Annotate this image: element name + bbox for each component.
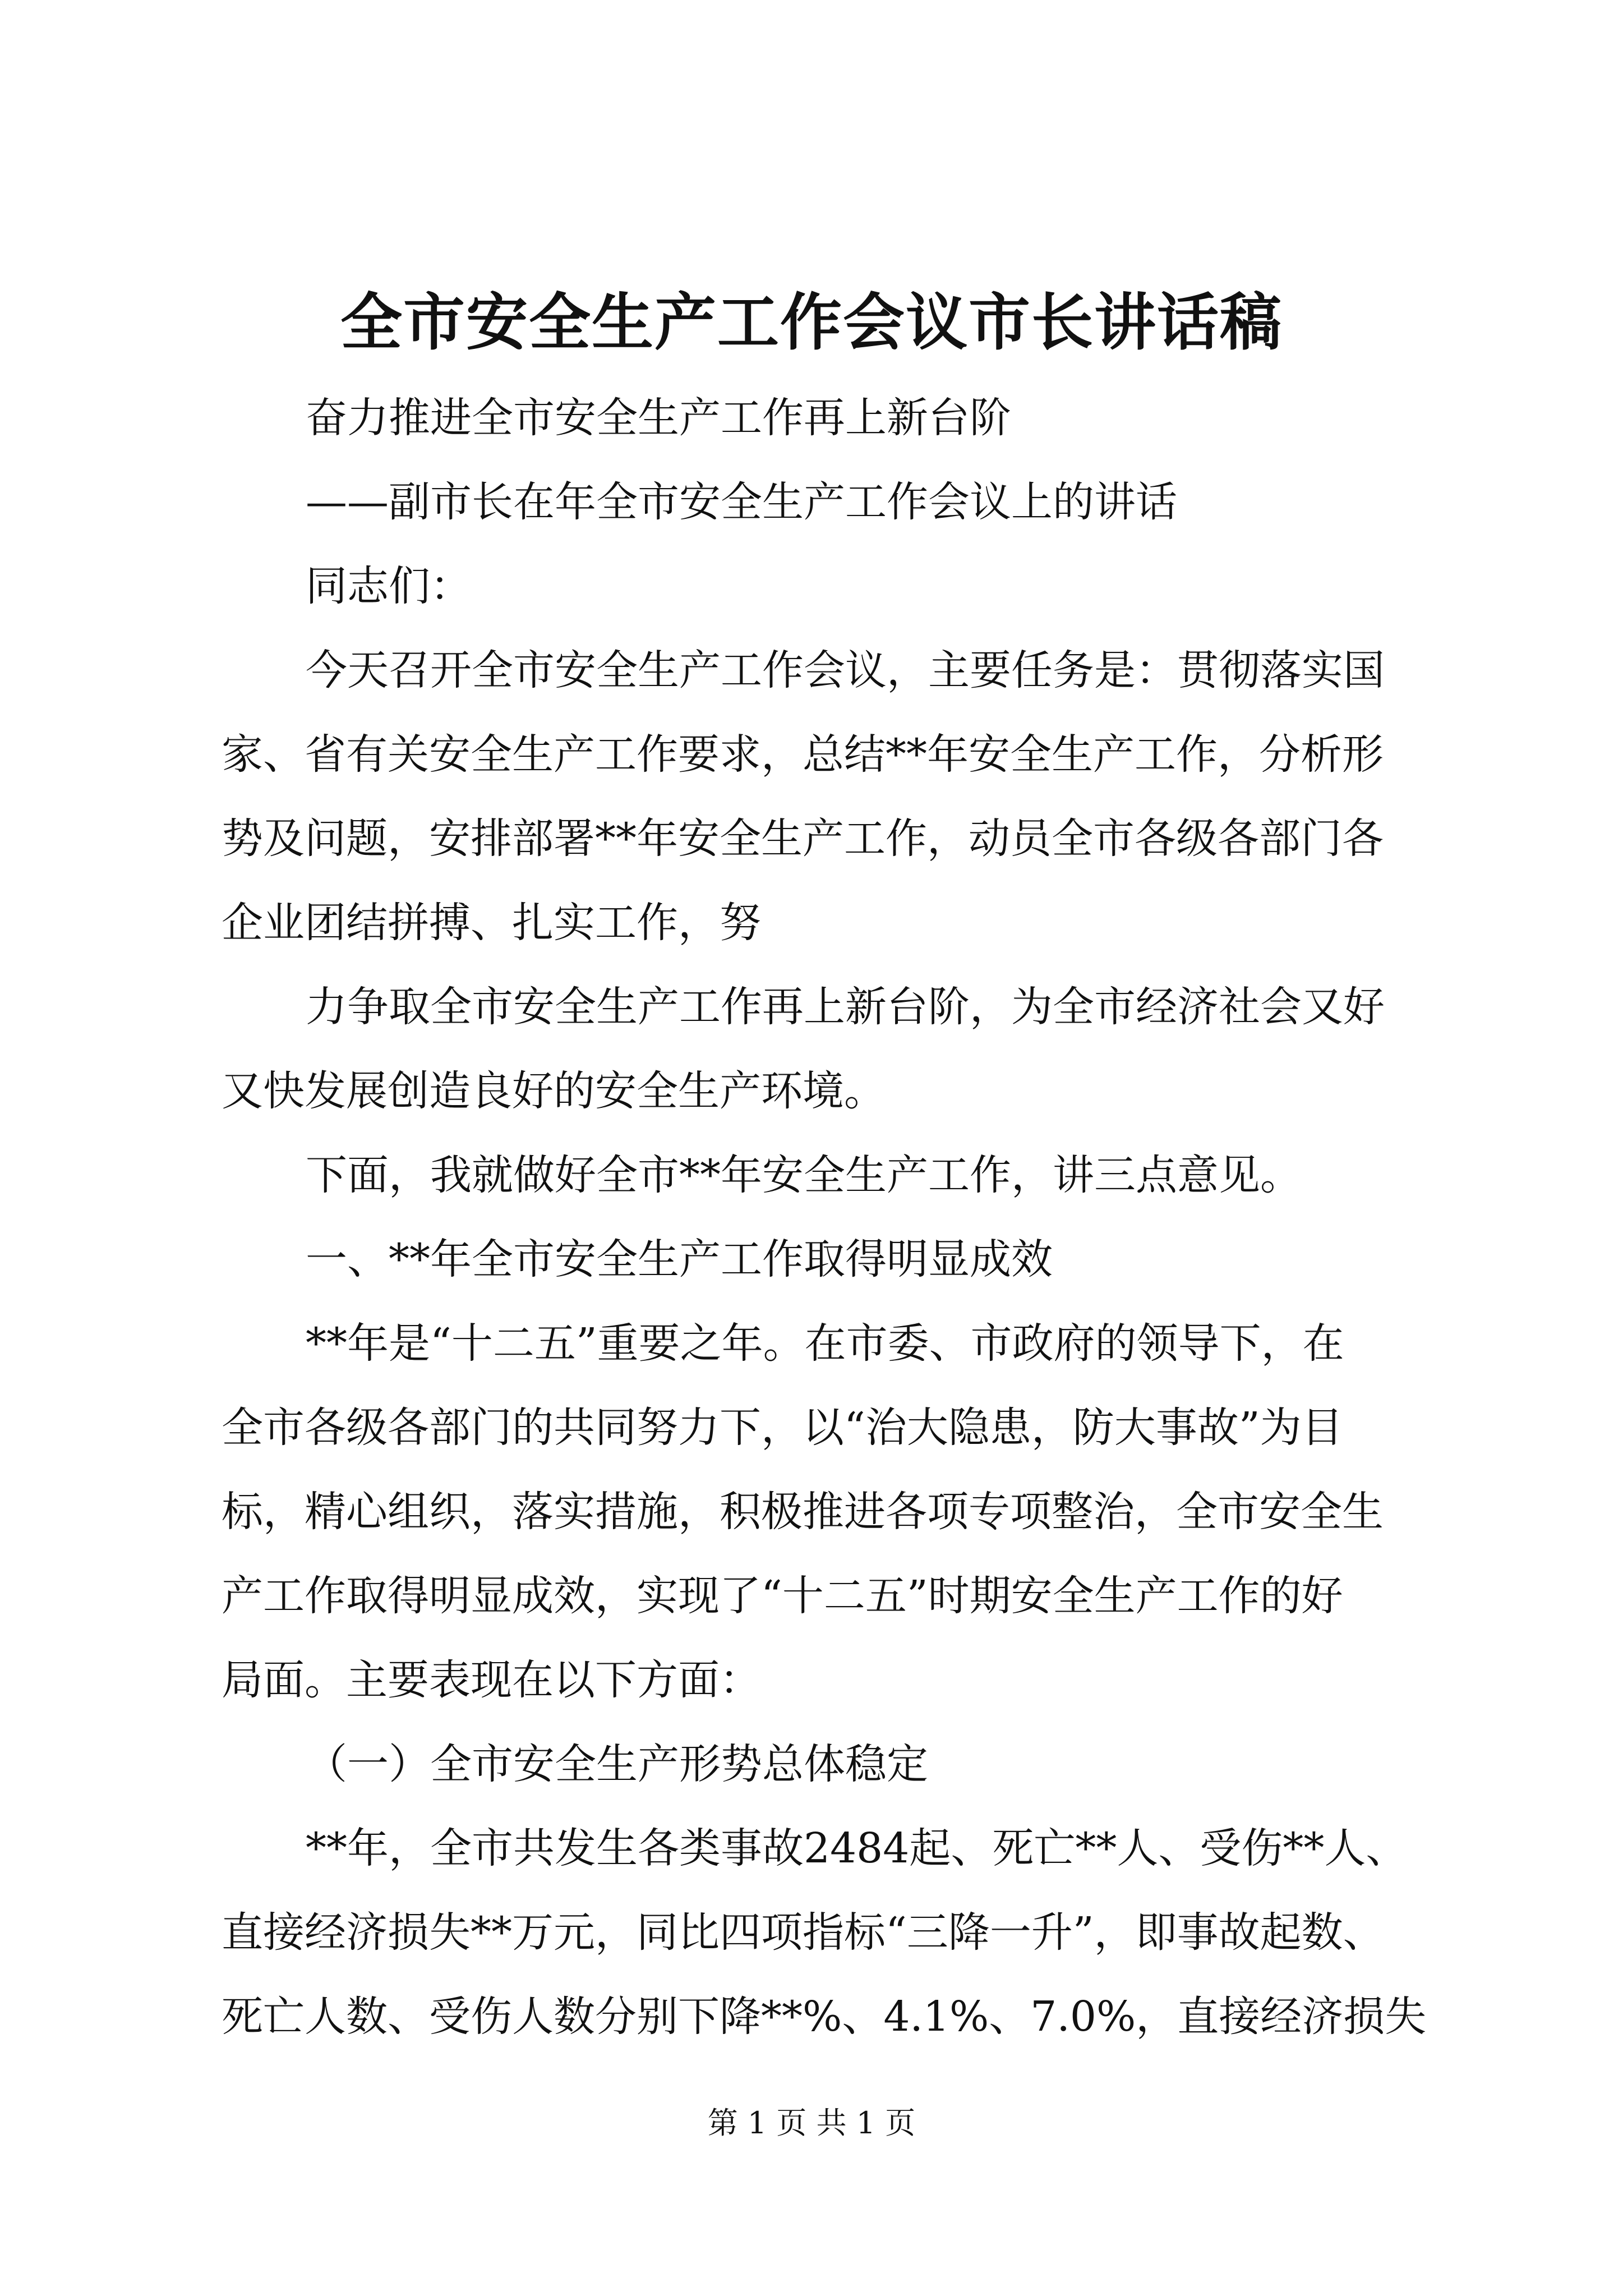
paragraph-line: 力争取全市安全生产工作再上新台阶，为全市经济社会又好 <box>306 983 1385 1031</box>
paragraph-line: 死亡人数、受伤人数分别下降**%、4.1%、7.0%，直接经济损失 <box>222 1993 1427 2041</box>
paragraph-line: 家、省有关安全生产工作要求，总结**年安全生产工作，分析形 <box>222 730 1384 779</box>
paragraph-line: 全市各级各部门的共同努力下，以“治大隐患，防大事故”为目 <box>222 1404 1343 1452</box>
paragraph-line: 产工作取得明显成效，实现了“十二五”时期安全生产工作的好 <box>222 1572 1343 1620</box>
paragraph-line: **年是“十二五”重要之年。在市委、市政府的领导下，在 <box>306 1319 1344 1368</box>
paragraph-line: 又快发展创造良好的安全生产环境。 <box>222 1067 886 1115</box>
paragraph-line: 局面。主要表现在以下方面： <box>222 1656 761 1704</box>
subsection-heading: （一）全市安全生产形势总体稳定 <box>306 1740 928 1788</box>
section-heading: 一、**年全市安全生产工作取得明显成效 <box>306 1235 1053 1283</box>
paragraph-line: **年，全市共发生各类事故2484起、死亡**人、受伤**人、 <box>306 1824 1408 1872</box>
document-body <box>222 376 1427 2059</box>
paragraph-line: 今天召开全市安全生产工作会议，主要任务是：贯彻落实国 <box>306 646 1385 694</box>
paragraph-line: 下面，我就做好全市**年安全生产工作，讲三点意见。 <box>306 1151 1302 1199</box>
paragraph-line: 直接经济损失**万元，同比四项指标“三降一升”，即事故起数、 <box>222 1908 1385 1957</box>
speaker-line: ——副市长在年全市安全生产工作会议上的讲话 <box>306 478 1177 526</box>
document-title: 全市安全生产工作会议市长讲话稿 <box>340 286 1283 358</box>
paragraph-line: 企业团结拼搏、扎实工作，努 <box>222 899 761 947</box>
subtitle-line: 奋力推进全市安全生产工作再上新台阶 <box>306 394 1011 442</box>
page-footer: 第 1 页 共 1 页 <box>707 2105 916 2141</box>
salutation-line: 同志们： <box>306 562 472 610</box>
paragraph-line: 标，精心组织，落实措施，积极推进各项专项整治，全市安全生 <box>222 1488 1384 1536</box>
paragraph-line: 势及问题，安排部署**年安全生产工作，动员全市各级各部门各 <box>222 815 1384 863</box>
